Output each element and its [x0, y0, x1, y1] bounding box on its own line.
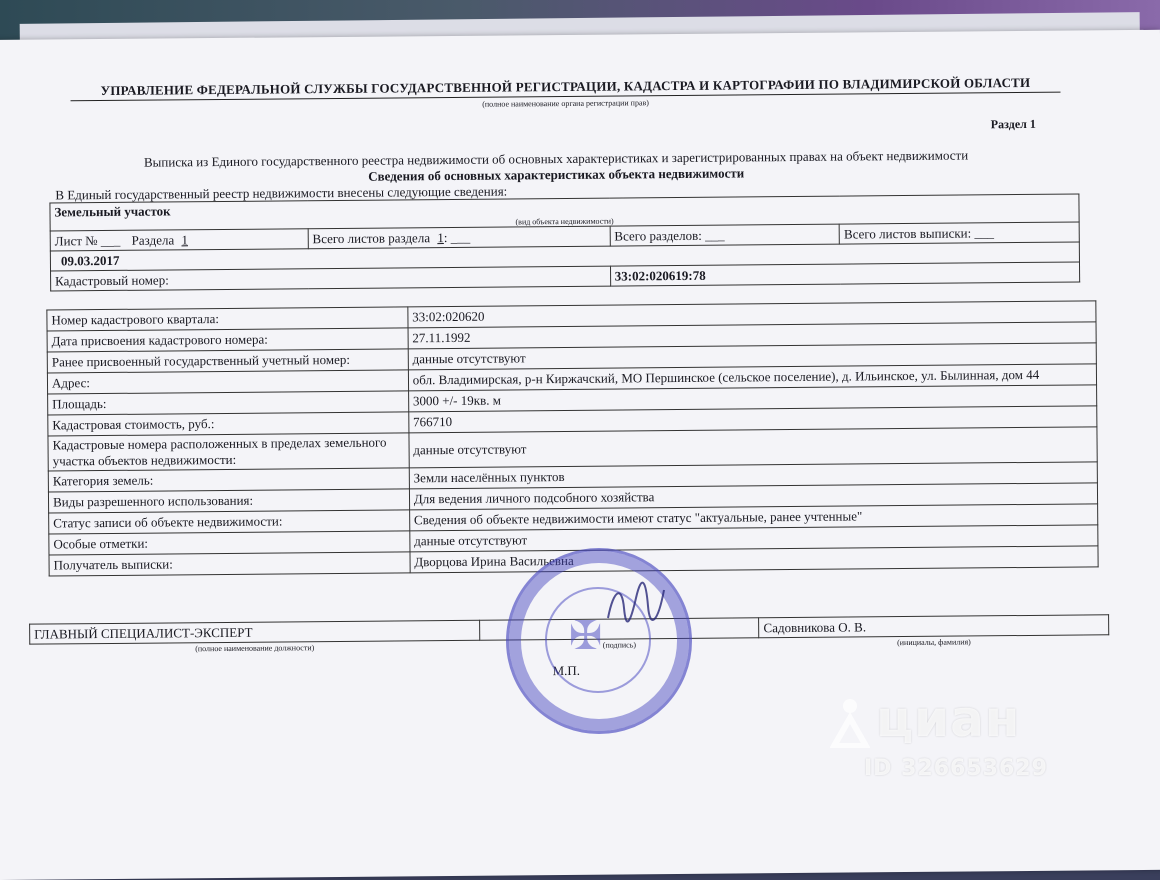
cian-logo-icon — [830, 696, 870, 748]
characteristic-label: Дата присвоения кадастрового номера: — [47, 328, 408, 352]
document-sheet — [0, 30, 1160, 880]
total-sheets-blank: : ___ — [443, 229, 471, 245]
characteristic-value: 27.11.1992 — [408, 322, 1096, 349]
intro-text: В Единый государственный реестр недвижимости внесены следующие сведения: — [55, 183, 508, 203]
characteristic-value: обл. Владимирская, р-н Киржачский, МО Першинское (сельское поселение), д. Ильинское, ул. Былинная, дом 44 — [408, 364, 1096, 391]
characteristic-value: данные отсутствуют — [408, 343, 1096, 370]
characteristic-label: Номер кадастрового квартала: — [47, 307, 408, 331]
characteristic-value: 766710 — [409, 406, 1097, 433]
characteristic-label: Особые отметки: — [49, 531, 410, 555]
authority-name: УПРАВЛЕНИЕ ФЕДЕРАЛЬНОЙ СЛУЖБЫ ГОСУДАРСТВЕННОЙ РЕГИСТРАЦИИ, КАДАСТРА И КАРТОГРАФИИ ПО ВЛАДИМИРСКОЙ ОБЛАСТИ — [70, 75, 1060, 102]
characteristic-label: Площадь: — [48, 391, 409, 415]
total-sheets-value: 1 — [437, 229, 444, 245]
characteristics-table — [46, 300, 1098, 576]
position-caption: (полное наименование должности) — [195, 643, 315, 654]
characteristic-label: Ранее присвоенный государственный учетный номер: — [47, 349, 408, 373]
official-name: Садовникова О. В. — [759, 615, 1109, 638]
total-extract-sheets-cell: Всего листов выписки: ___ — [839, 222, 1079, 244]
characteristic-value: данные отсутствуют — [410, 525, 1098, 552]
sheet-label: Лист № — [54, 232, 98, 248]
object-type: Земельный участок — [50, 194, 1079, 221]
cadastral-number: 33:02:020619:78 — [610, 262, 1080, 286]
characteristic-label: Категория земель: — [48, 468, 409, 492]
total-sections-cell: Всего разделов: ___ — [610, 224, 840, 246]
characteristic-value: данные отсутствуют — [409, 427, 1097, 468]
section-value: 1 — [181, 231, 188, 247]
characteristic-label: Статус записи об объекте недвижимости: — [49, 510, 410, 534]
characteristic-label: Получатель выписки: — [49, 552, 410, 576]
characteristic-value: Для ведения личного подсобного хозяйства — [409, 483, 1097, 510]
extract-date: 09.03.2017 — [50, 242, 1079, 271]
characteristic-value: Дворцова Ирина Васильевна — [410, 546, 1098, 573]
authority-caption: (полное наименование органа регистрации прав) — [482, 98, 649, 109]
cian-brand-text: циан — [876, 690, 1021, 748]
characteristic-value: Сведения об объекте недвижимости имеют статус "актуальные, ранее учтенные" — [409, 504, 1097, 531]
total-sheets-cell — [308, 226, 610, 249]
characteristic-value: 33:02:020620 — [408, 301, 1096, 328]
characteristic-label: Адрес: — [47, 370, 408, 394]
object-type-caption: (вид объекта недвижимости) — [50, 213, 1079, 231]
stamp-label: М.П. — [552, 662, 581, 679]
handwritten-signature — [600, 578, 670, 628]
total-sheets-label: Всего листов раздела — [312, 229, 431, 246]
object-header-table — [49, 193, 1080, 291]
characteristic-value: 3000 +/- 19кв. м — [408, 385, 1096, 412]
listing-id: ID 326653629 — [864, 756, 1048, 781]
official-position: ГЛАВНЫЙ СПЕЦИАЛИСТ-ЭКСПЕРТ — [30, 620, 480, 644]
characteristic-label: Кадастровая стоимость, руб.: — [48, 412, 409, 436]
sheet-blank: ___ — [100, 232, 121, 248]
document-title: Выписка из Единого государственного реестра недвижимости об основных характеристиках и зарегистрированных правах на объект недвижимости — [143, 147, 969, 170]
characteristic-label: Виды разрешенного использования: — [48, 489, 409, 513]
cadastral-label: Кадастровый номер: — [51, 266, 611, 291]
official-seal-icon — [506, 548, 692, 734]
name-caption: (инициалы, фамилия) — [897, 637, 971, 648]
characteristic-label: Кадастровые номера расположенных в пределах земельного участка объектов недвижимости: — [48, 433, 409, 471]
signature-caption: (подпись) — [602, 640, 637, 650]
section-number: Раздел 1 — [990, 116, 1036, 132]
document-subtitle: Сведения об основных характеристиках объекта недвижимости — [368, 165, 745, 184]
section-label: Раздела — [131, 231, 175, 248]
characteristic-value: Земли населённых пунктов — [409, 462, 1097, 489]
sheet-number-cell — [50, 229, 308, 251]
eagle-emblem-icon: ✠ — [569, 613, 603, 659]
